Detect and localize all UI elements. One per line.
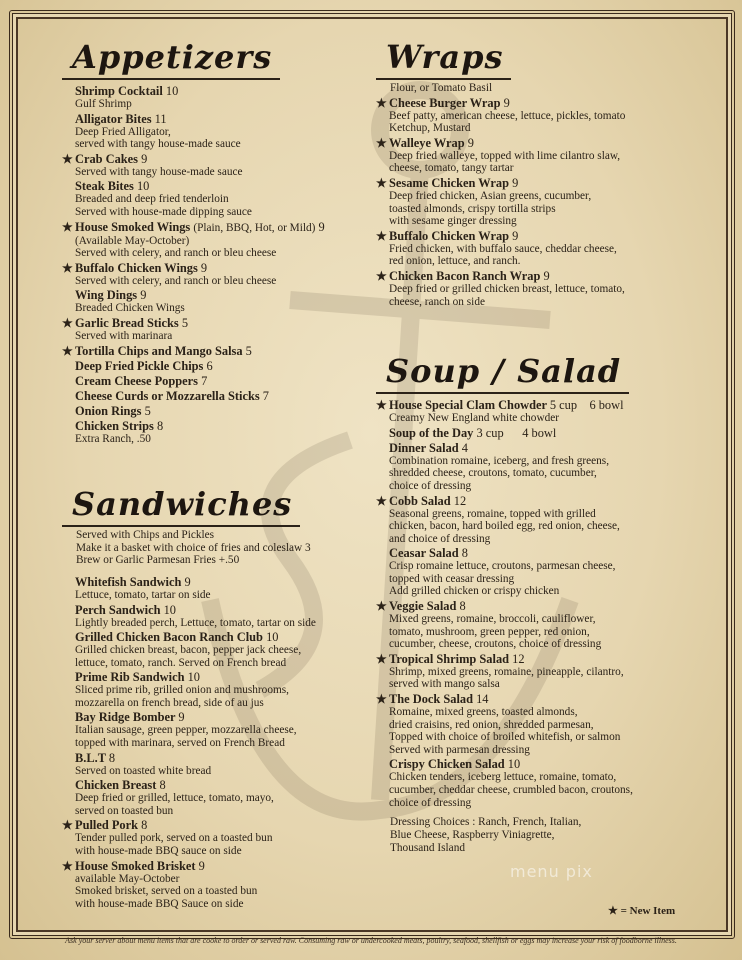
menu-item — [62, 288, 362, 315]
menu-item-title — [376, 692, 696, 706]
soup-salad-heading: Soup / Salad — [376, 352, 629, 394]
menu-item-title — [62, 374, 362, 388]
menu-item-name: House Smoked Wings — [75, 219, 191, 234]
menu-item-name: Chicken Breast — [75, 778, 157, 793]
menu-item-name: Walleye Wrap — [389, 135, 465, 150]
new-item-star-icon: ★ — [376, 651, 387, 666]
menu-item — [62, 859, 362, 911]
menu-item-description: Extra Ranch, .50 — [75, 432, 151, 445]
wraps-intro: Flour, or Tomato Basil — [390, 82, 493, 94]
menu-item-description: tomato, mushroom, green pepper, red onion, — [389, 625, 590, 638]
menu-item-description: with house-made BBQ sauce on side — [75, 845, 242, 858]
menu-item-description: with sesame ginger dressing — [389, 215, 517, 228]
menu-item-name: Ceasar Salad — [389, 546, 459, 561]
menu-item-price: 8 — [159, 778, 166, 793]
menu-item-name: House Special Clam Chowder — [389, 398, 547, 413]
menu-item-description: Tender pulled pork, served on a toasted bun — [75, 832, 273, 845]
menu-item-description: Breaded and deep fried tenderloin — [75, 193, 229, 206]
menu-item-name: Prime Rib Sandwich — [75, 670, 185, 685]
menu-item-description: cheese, tomato, tangy tartar — [389, 162, 514, 175]
menu-item-price: 9 — [178, 710, 185, 725]
menu-item-description: Served with celery, and ranch or bleu cheese — [75, 274, 277, 287]
menu-item-name: Tropical Shrimp Salad — [389, 651, 510, 666]
menu-item-description: Deep fried chicken, Asian greens, cucumber, — [389, 189, 592, 202]
menu-item-title — [376, 229, 696, 243]
menu-item-description: dried craisins, red onion, shredded parmesan, — [389, 718, 594, 731]
menu-item-title — [62, 359, 362, 373]
menu-item-name: Tortilla Chips and Mango Salsa — [75, 343, 243, 358]
new-item-star-icon: ★ — [62, 260, 73, 275]
menu-item-name: Wing Dings — [75, 288, 138, 303]
new-item-star-icon: ★ — [376, 95, 387, 110]
menu-item-description: Topped with choice of broiled whitefish, or salmon — [389, 731, 621, 744]
menu-item — [62, 404, 362, 418]
appetizers-list — [62, 84, 362, 445]
intro-line: Make it a basket with choice of fries and coleslaw 3 — [76, 541, 311, 554]
menu-item-description: cheese, ranch on side — [389, 295, 485, 308]
menu-item-description: topped with marinara, served on French Bread — [75, 737, 285, 750]
new-item-star-icon: ★ — [376, 175, 387, 190]
menu-item-price: 10 — [187, 670, 200, 685]
dressing-line: Blue Cheese, Raspberry Viniagrette, — [390, 829, 555, 842]
menu-item-name: Deep Fried Pickle Chips — [75, 358, 204, 373]
wraps-heading: Wraps — [376, 38, 511, 80]
menu-item — [62, 818, 362, 857]
menu-item-price: 8 — [156, 418, 164, 433]
menu-item-name: Crab Cakes — [75, 151, 138, 166]
menu-item-price: 14 — [476, 692, 489, 707]
menu-item-title — [62, 710, 362, 724]
menu-item-title — [62, 344, 362, 358]
menu-item-title — [62, 419, 362, 433]
menu-item-description: Served on toasted white bread — [75, 764, 212, 777]
menu-item-price: 10 — [507, 757, 521, 772]
new-item-star-icon: ★ — [62, 151, 73, 166]
menu-item — [376, 692, 696, 756]
menu-item-title — [62, 220, 362, 235]
menu-item-description: available May-October — [75, 872, 180, 885]
menu-item — [376, 441, 696, 493]
menu-item-title — [62, 261, 362, 275]
menu-item-description: mozzarella on french bread, side of au jus — [75, 696, 264, 709]
right-column — [376, 38, 696, 855]
menu-item — [62, 359, 362, 373]
wraps-list — [376, 96, 696, 309]
menu-item-price: 8 — [461, 546, 468, 561]
menu-item-price: 9 — [467, 135, 474, 150]
menu-item-name: The Dock Salad — [389, 692, 473, 707]
new-item-legend: ★ = New Item — [608, 905, 676, 917]
menu-item-title — [376, 136, 696, 150]
footer-disclaimer: Ask your server about menu items that are cooke to order or served raw. Consuming raw or undercooked meats, poultry, seafood, shellfish or eggs may increase your risk of foodborne illness. — [65, 936, 677, 945]
menu-item — [62, 261, 362, 288]
menu-item-description: choice of dressing — [389, 796, 472, 809]
menu-item-name: Buffalo Chicken Wings — [75, 260, 198, 275]
menu-item-name: Crispy Chicken Salad — [389, 757, 505, 772]
menu-item-description: toasted almonds, crispy tortilla strips — [389, 202, 556, 215]
menu-item-description: Crisp romaine lettuce, croutons, parmesan cheese, — [389, 560, 616, 573]
menu-item-price: 9 — [512, 228, 519, 243]
menu-item-description: Lightly breaded perch, Lettuce, tomato, tartar on side — [75, 616, 316, 629]
menu-item-name: B.L.T — [75, 750, 106, 765]
menu-item — [376, 546, 696, 598]
menu-item-description: Fried chicken, with buffalo sauce, cheddar cheese, — [389, 242, 617, 255]
menu-item-description: Served with celery, and ranch or bleu cheese — [75, 247, 277, 260]
menu-item-description: cucumber, cheddar cheese, crumbled bacon, croutons, — [389, 784, 633, 796]
menu-item-name: Perch Sandwich — [75, 602, 161, 617]
new-item-star-icon: ★ — [62, 219, 73, 234]
new-item-star-icon: ★ — [62, 818, 73, 833]
menu-item-description: Gulf Shrimp — [75, 98, 132, 110]
new-item-star-icon: ★ — [376, 268, 387, 283]
menu-item-description: Grilled chicken breast, bacon, pepper jack cheese, — [75, 644, 302, 657]
menu-item-description: Chicken tenders, iceberg lettuce, romaine, tomato, — [389, 771, 617, 784]
menu-item-title — [62, 316, 362, 330]
menu-item-title — [62, 404, 362, 418]
menu-item-price: 8 — [108, 750, 116, 765]
menu-item-name: Chicken Strips — [75, 418, 154, 433]
menu-item-price: 5 — [181, 315, 189, 330]
menu-item — [376, 398, 696, 425]
intro-line: Brew or Garlic Parmesan Fries +.50 — [76, 554, 240, 567]
menu-item-title — [376, 652, 696, 666]
menu-item-price: 11 — [154, 111, 167, 126]
dressing-choices — [376, 816, 696, 855]
menu-item-description: Sliced prime rib, grilled onion and mushrooms, — [75, 684, 289, 697]
menu-item-name: Buffalo Chicken Wrap — [389, 228, 510, 243]
menu-item — [62, 374, 362, 388]
menu-item-title — [62, 179, 362, 193]
menu-item-description: chicken, bacon, hard boiled egg, red onion, cheese, — [389, 520, 620, 533]
menu-item — [62, 344, 362, 358]
soup-salad-list — [376, 398, 696, 809]
menu-item-price: 7 — [262, 388, 269, 403]
menu-item-title — [62, 112, 362, 126]
menu-item — [376, 652, 696, 691]
menu-item — [62, 179, 362, 218]
menu-item-price: 7 — [201, 373, 208, 388]
menu-item — [62, 751, 362, 778]
menu-item-options: (Plain, BBQ, Hot, or Mild) — [193, 221, 316, 234]
menu-item-price: 5 — [245, 343, 252, 358]
menu-item-title — [62, 818, 362, 832]
menu-item — [62, 778, 362, 817]
new-item-star-icon: ★ — [376, 228, 387, 243]
menu-item — [62, 316, 362, 343]
menu-item-description: shredded cheese, croutons, tomato, cucumber, — [389, 467, 597, 480]
menu-item-price: 8 — [459, 599, 466, 614]
menu-item-price: 9 — [318, 219, 325, 234]
menu-item-title — [376, 426, 696, 440]
menu-item-name: Pulled Pork — [75, 818, 138, 833]
menu-item — [376, 96, 696, 135]
menu-item-title — [376, 441, 696, 455]
menu-item-name: Cobb Salad — [389, 493, 451, 508]
menu-item-description: served on toasted bun — [75, 804, 174, 817]
menu-item-description: with house-made BBQ Sauce on side — [75, 897, 244, 910]
menu-item-name: Whitefish Sandwich — [75, 574, 182, 589]
menu-item-price: 10 — [266, 630, 279, 645]
menu-item-price: 4 — [461, 440, 468, 455]
menu-item-description: Served with parmesan dressing — [389, 743, 530, 756]
menu-item — [376, 494, 696, 546]
menu-item-description: Shrimp, mixed greens, romaine, pineapple, cilantro, — [389, 665, 624, 678]
left-column — [62, 38, 362, 910]
menu-item-description: red onion, lettuce, and ranch. — [389, 255, 521, 268]
menu-item-description: Seasonal greens, romaine, topped with grilled — [389, 507, 596, 520]
menu-item — [376, 176, 696, 228]
menu-item-name: Chicken Bacon Ranch Wrap — [389, 268, 541, 283]
menu-item-title — [376, 599, 696, 613]
menu-item-description: topped with ceasar dressing — [389, 572, 515, 585]
menu-item-description: choice of dressing — [389, 479, 472, 492]
menu-item-price: 8 — [141, 818, 148, 833]
menu-item-name: Garlic Bread Sticks — [75, 315, 179, 330]
new-item-star-icon: ★ — [62, 858, 73, 873]
menu-item-name: Shrimp Cocktail — [75, 84, 163, 98]
menu-item-title — [62, 603, 362, 617]
menu-item-price: 9 — [184, 574, 191, 589]
menu-item — [62, 575, 362, 602]
menu-item-name: Veggie Salad — [389, 599, 457, 614]
menu-item-price: 10 — [136, 179, 150, 194]
menu-item-name: Alligator Bites — [75, 111, 152, 126]
menu-item-title — [376, 269, 696, 283]
menu-item-price: 9 — [141, 151, 148, 166]
menu-item-name: Cheese Burger Wrap — [389, 95, 501, 110]
menu-item-name: Bay Ridge Bomber — [75, 710, 176, 725]
menu-item — [62, 389, 362, 403]
new-item-star-icon: ★ — [62, 315, 73, 330]
menu-item-title — [376, 96, 696, 110]
menu-item-name: Grilled Chicken Bacon Ranch Club — [75, 630, 263, 645]
menu-item-description: Italian sausage, green pepper, mozzarella cheese, — [75, 724, 297, 737]
menu-item-title — [62, 859, 362, 873]
new-item-star-icon: ★ — [62, 343, 73, 358]
menu-item — [62, 152, 362, 179]
menu-item-price: 10 — [163, 602, 176, 617]
menu-item — [376, 269, 696, 308]
menu-item-price: 5 — [144, 403, 151, 418]
menu-item-name: Cream Cheese Poppers — [75, 373, 198, 388]
menu-item-description: Served with tangy house-made sauce — [75, 165, 243, 178]
menu-item — [62, 419, 362, 446]
new-item-star-icon: ★ — [376, 398, 387, 413]
menu-item-description: cucumber, cheese, croutons, choice of dressing — [389, 638, 602, 651]
menu-item-description: Deep fried or grilled chicken breast, lettuce, tomato, — [389, 282, 625, 295]
menu-item — [62, 112, 362, 151]
menu-item-description: lettuce, tomato, ranch. Served on French bread — [75, 656, 287, 669]
menu-item-title — [62, 575, 362, 589]
menu-item-price: 5 cup 6 bowl — [549, 398, 624, 413]
menu-item-title — [376, 176, 696, 190]
menu-item-description: (Available May-October) — [75, 234, 190, 247]
menu-item-description: Breaded Chicken Wings — [75, 302, 185, 315]
menu-item-name: Dinner Salad — [389, 440, 459, 455]
menu-item-description: Served with marinara — [75, 329, 173, 342]
menu-item — [62, 630, 362, 669]
menu-item-title — [62, 84, 362, 98]
menu-item-price: 9 — [140, 288, 147, 303]
menu-item-name: Onion Rings — [75, 403, 142, 418]
dressing-line: Thousand Island — [390, 842, 465, 855]
menu-item-description: Smoked brisket, served on a toasted bun — [75, 885, 258, 898]
menu-item-title — [62, 751, 362, 765]
menu-item-description: Combination romaine, iceberg, and fresh greens, — [389, 454, 610, 467]
menu-item-price: 12 — [453, 493, 467, 508]
menu-item-price: 10 — [165, 84, 179, 98]
menu-item-description: Romaine, mixed greens, toasted almonds, — [389, 706, 578, 719]
menu-item-description: Creamy New England white chowder — [389, 412, 560, 425]
menu-item — [62, 84, 362, 111]
new-item-star-icon: ★ — [376, 692, 387, 707]
menu-item-description: served with tangy house-made sauce — [75, 138, 241, 151]
menu-item-name: Cheese Curds or Mozzarella Sticks — [75, 388, 260, 403]
menu-item — [376, 229, 696, 268]
menu-item — [376, 426, 696, 440]
menu-item-description: Deep fried or grilled, lettuce, tomato, mayo, — [75, 792, 274, 805]
menu-item-title — [62, 389, 362, 403]
menu-item-title — [62, 630, 362, 644]
menu-item-price: 9 — [512, 175, 519, 190]
menu-item-description: Mixed greens, romaine, broccoli, cauliflower, — [389, 613, 596, 626]
menu-item-description: Beef patty, american cheese, lettuce, pickles, tomato — [389, 109, 626, 122]
intro-line: Served with Chips and Pickles — [76, 529, 215, 542]
appetizers-heading: Appetizers — [62, 38, 280, 80]
new-item-star-icon: ★ — [376, 599, 387, 614]
menu-item — [62, 220, 362, 260]
menu-item — [62, 603, 362, 630]
menu-item-price: 9 — [503, 95, 510, 110]
sandwiches-intro — [62, 529, 362, 567]
menu-item — [376, 757, 696, 809]
menu-item-title — [62, 288, 362, 302]
menu-item-description: served with mango salsa — [389, 678, 500, 691]
menu-item-description: Deep Fried Alligator, — [75, 125, 171, 138]
menu-item-price: 9 — [200, 260, 208, 275]
dressing-line: Dressing Choices : Ranch, French, Italian, — [390, 816, 582, 829]
menu-item-description: and choice of dressing — [389, 532, 491, 545]
menu-item-description: Lettuce, tomato, tartar on side — [75, 588, 211, 601]
menu-item-description: Add grilled chicken or crispy chicken — [389, 585, 560, 598]
menu-item-price: 6 — [206, 358, 213, 373]
sandwiches-heading: Sandwiches — [62, 485, 300, 527]
menu-item-title — [376, 494, 696, 508]
menu-item-title — [376, 546, 696, 560]
menu-item-title — [62, 670, 362, 684]
menu-item — [376, 599, 696, 651]
new-item-star-icon: ★ — [376, 135, 387, 150]
menu-item-description: Ketchup, Mustard — [389, 122, 471, 135]
menu-item-price: 3 cup 4 bowl — [476, 425, 557, 440]
sandwiches-list — [62, 575, 362, 911]
menu-item-price: 9 — [198, 858, 205, 873]
menu-item — [62, 670, 362, 709]
new-item-star-icon: ★ — [376, 493, 387, 508]
menu-item-title — [62, 152, 362, 166]
menu-item-name: Sesame Chicken Wrap — [389, 175, 510, 190]
menu-item-description: Deep fried walleye, topped with lime cilantro slaw, — [389, 149, 621, 162]
menu-item-name: Steak Bites — [75, 179, 134, 194]
watermark-text: menu pix — [510, 862, 593, 881]
menu-item-name: House Smoked Brisket — [75, 858, 196, 873]
menu-item-price: 9 — [543, 268, 550, 283]
menu-item — [62, 710, 362, 749]
menu-item — [376, 136, 696, 175]
menu-item-title — [62, 778, 362, 792]
menu-item-title — [376, 757, 696, 771]
menu-item-title — [376, 398, 696, 412]
menu-item-name: Soup of the Day — [389, 425, 474, 440]
menu-item-price: 12 — [512, 651, 525, 666]
menu-item-description: Served with house-made dipping sauce — [75, 205, 252, 218]
